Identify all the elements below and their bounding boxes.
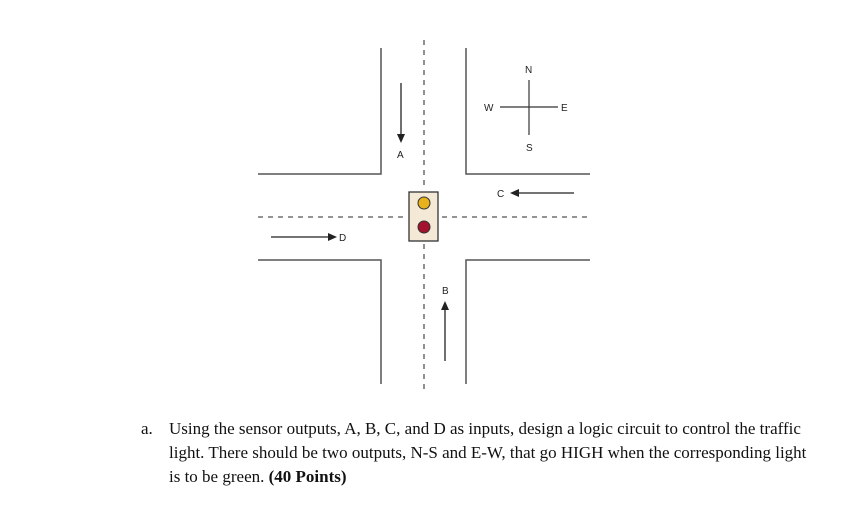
sensor-a — [397, 83, 405, 161]
question-points: (40 Points) — [268, 467, 347, 486]
sensor-d — [271, 233, 346, 244]
question-marker: a. — [141, 419, 153, 438]
compass-west-label: W — [484, 103, 494, 114]
sensor-c-label: C — [497, 189, 505, 200]
sensor-d-label: D — [339, 233, 347, 244]
road-edge-sw — [258, 260, 381, 384]
sensor-b-label: B — [442, 286, 449, 297]
traffic-light-bottom-lamp — [418, 221, 430, 233]
sensor-b — [441, 286, 449, 361]
compass-east-label: E — [561, 103, 568, 114]
question-text: Using the sensor outputs, A, B, C, and D as inputs, design a logic circuit to control the traffic light. There should be two outputs, N-S and E-W, that go HIGH when the corresponding light is to be green. — [169, 419, 807, 486]
question-body — [169, 417, 811, 489]
sensor-a-arrowhead — [397, 134, 405, 143]
compass-rose — [484, 65, 568, 154]
sensor-c-arrowhead — [510, 189, 519, 197]
sensor-a-label: A — [397, 150, 404, 161]
compass-south-label: S — [526, 143, 533, 154]
traffic-light-top-lamp — [418, 197, 430, 209]
compass-north-label: N — [525, 65, 533, 76]
road-edge-nw — [258, 48, 381, 174]
traffic-light — [409, 192, 438, 241]
question-block — [141, 417, 811, 489]
sensor-b-arrowhead — [441, 301, 449, 310]
sensor-d-arrowhead — [328, 233, 337, 241]
road-edge-se — [466, 260, 590, 384]
sensor-c — [497, 189, 574, 200]
